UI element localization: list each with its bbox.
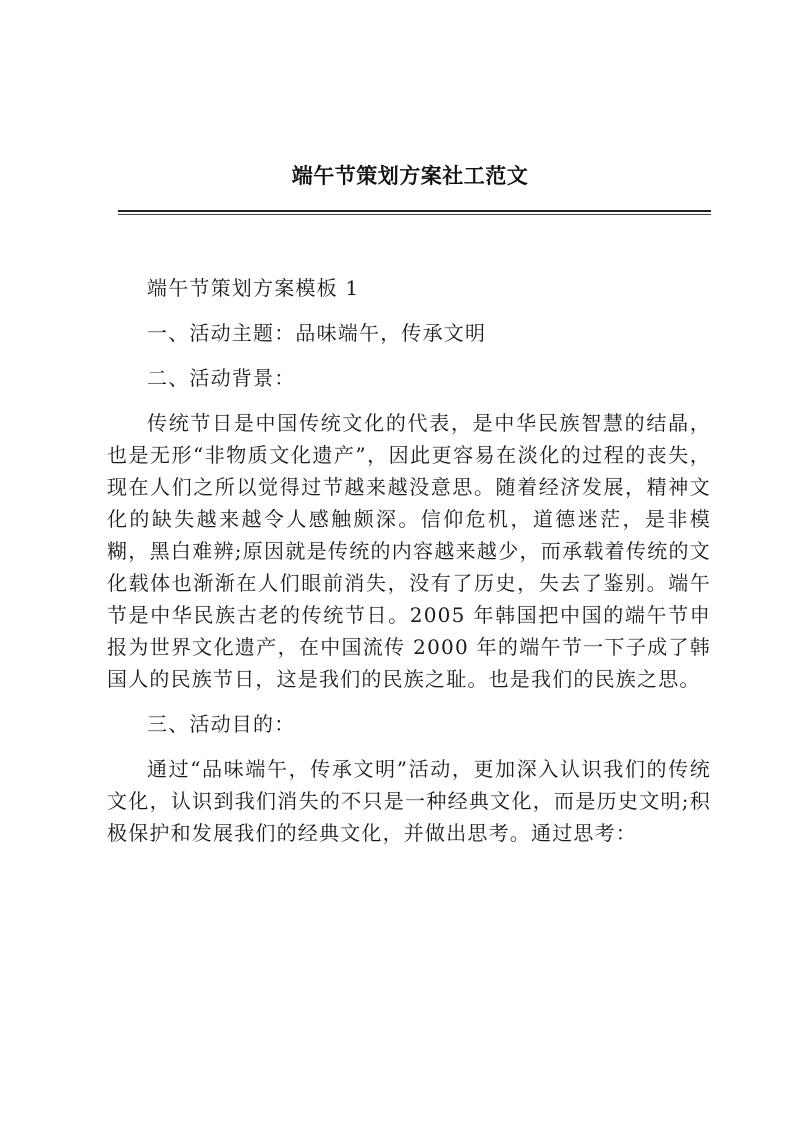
document-title: 端午节策划方案社工范文 xyxy=(291,163,529,188)
paragraph-purpose-text: 通过“品味端午，传承文明”活动，更加深入认识我们的传统文化，认识到我们消失的不只是一种经典文化，而是历史文明;积极保护和发展我们的经典文化，并做出思考。通过思考： xyxy=(107,757,711,845)
document-body xyxy=(107,272,711,862)
section-heading-theme: 一、活动主题：品味端午，传承文明 xyxy=(147,321,487,345)
section-heading-template: 端午节策划方案模板 1 xyxy=(147,276,360,300)
title-divider-thin xyxy=(118,214,711,215)
title-divider-thick xyxy=(118,210,711,212)
paragraph-background-text: 传统节日是中国传统文化的代表，是中华民族智慧的结晶，也是无形“非物质文化遗产”，因此更容易在淡化的过程的丧失，现在人们之所以觉得过节越来越没意思。随着经济发展，精神文化的缺失越来越令人感触颇深。信仰危机，道德迷茫，是非模糊，黑白难辨;原因就是传统的内容越来越少，而承载着传统的文化载体也渐渐在人们眼前消失，没有了历史，失去了鉴别。端午节是中华民族古老的传统节日。2005 年韩国把中国的端午节申报为世界文化遗产，在中国流传 2000 年的端午节一下子成了韩国人的民族节日，这是我们的民族之耻。也是我们的民族之思。 xyxy=(107,411,711,691)
section-heading-background: 二、活动背景： xyxy=(147,366,296,390)
section-heading-purpose: 三、活动目的： xyxy=(147,712,296,736)
